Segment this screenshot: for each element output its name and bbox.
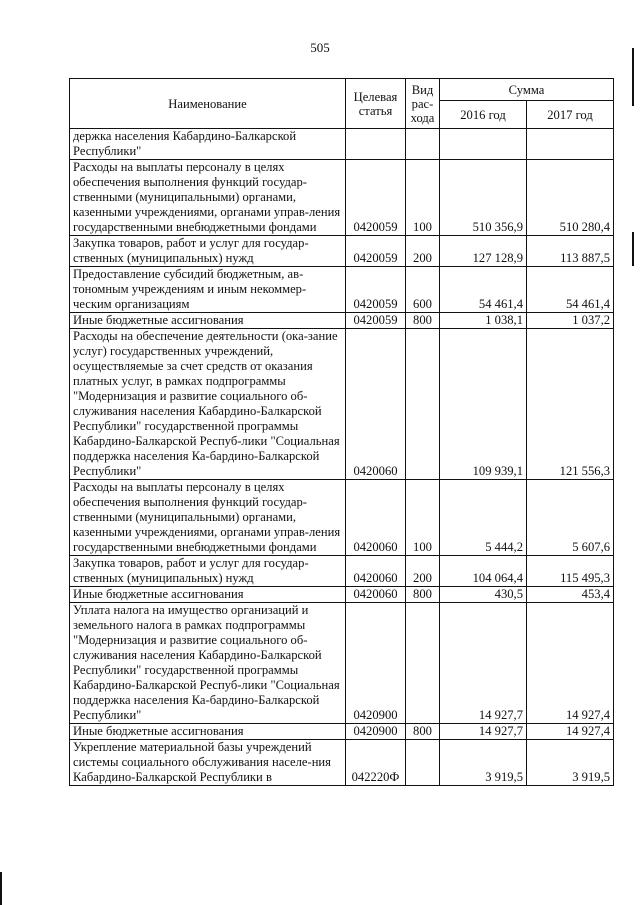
row-value-2016: 109 939,1 xyxy=(440,329,527,480)
table-row xyxy=(70,236,614,267)
row-code: 0420059 xyxy=(346,160,406,236)
row-value-2016: 5 444,2 xyxy=(440,480,527,556)
row-value-2017: 14 927,4 xyxy=(527,603,614,724)
row-kind xyxy=(406,603,440,724)
row-value-2017 xyxy=(527,129,614,160)
row-kind: 600 xyxy=(406,267,440,313)
row-name: Расходы на обеспечение деятельности (ока-зание услуг) государственных учреждений, осуществляемые за счет средств от оказания платных услуг, в рамках подпрограммы "Модернизация и развитие социального об-служивания населения Кабардино-Балкарской Республики" государственной программы Кабардино-Балкарской Респуб-лики "Социальная поддержка населения Ка-бардино-Балкарской Республики" xyxy=(70,329,346,480)
row-kind: 100 xyxy=(406,160,440,236)
row-code: 0420059 xyxy=(346,267,406,313)
row-kind: 800 xyxy=(406,313,440,329)
row-kind: 200 xyxy=(406,236,440,267)
header-year-2017: 2017 год xyxy=(527,101,614,129)
page-number: 505 xyxy=(310,40,330,55)
row-name: Закупка товаров, работ и услуг для государ-ственных (муниципальных) нужд xyxy=(70,556,346,587)
row-name: Иные бюджетные ассигнования xyxy=(70,587,346,603)
table-row xyxy=(70,587,614,603)
row-code: 0420900 xyxy=(346,724,406,740)
table-row xyxy=(70,313,614,329)
row-code: 042220Ф xyxy=(346,740,406,786)
table-row xyxy=(70,129,614,160)
row-name: Закупка товаров, работ и услуг для государ-ственных (муниципальных) нужд xyxy=(70,236,346,267)
row-name: Укрепление материальной базы учреждений системы социального обслуживания населе-ния Кабардино-Балкарской Республики в xyxy=(70,740,346,786)
row-code: 0420060 xyxy=(346,587,406,603)
row-name: Предоставление субсидий бюджетным, ав-тономным учреждениям и иным некоммер-ческим организациям xyxy=(70,267,346,313)
row-kind: 100 xyxy=(406,480,440,556)
row-code: 0420059 xyxy=(346,313,406,329)
row-value-2016: 430,5 xyxy=(440,587,527,603)
header-kind: Вид рас-хода xyxy=(406,79,440,129)
row-value-2016: 510 356,9 xyxy=(440,160,527,236)
row-value-2017: 510 280,4 xyxy=(527,160,614,236)
row-value-2016: 54 461,4 xyxy=(440,267,527,313)
row-value-2016: 104 064,4 xyxy=(440,556,527,587)
row-code: 0420060 xyxy=(346,329,406,480)
table-row xyxy=(70,329,614,480)
row-value-2017: 54 461,4 xyxy=(527,267,614,313)
row-kind: 800 xyxy=(406,587,440,603)
row-kind: 800 xyxy=(406,724,440,740)
row-kind xyxy=(406,329,440,480)
row-kind xyxy=(406,129,440,160)
row-name: Иные бюджетные ассигнования xyxy=(70,313,346,329)
table-body xyxy=(70,129,614,786)
row-value-2017: 14 927,4 xyxy=(527,724,614,740)
row-value-2016: 127 128,9 xyxy=(440,236,527,267)
table-row xyxy=(70,267,614,313)
row-name: держка населения Кабардино-Балкарской Республики" xyxy=(70,129,346,160)
row-value-2016: 14 927,7 xyxy=(440,603,527,724)
row-kind xyxy=(406,740,440,786)
scan-mark-left xyxy=(0,872,2,905)
row-value-2016: 14 927,7 xyxy=(440,724,527,740)
row-kind: 200 xyxy=(406,556,440,587)
scan-mark-right xyxy=(632,48,634,106)
row-value-2017: 113 887,5 xyxy=(527,236,614,267)
row-value-2017: 115 495,3 xyxy=(527,556,614,587)
table-row xyxy=(70,556,614,587)
table-row xyxy=(70,160,614,236)
row-code xyxy=(346,129,406,160)
header-year-2016: 2016 год xyxy=(440,101,527,129)
row-name: Уплата налога на имущество организаций и земельного налога в рамках подпрограммы "Модернизация и развитие социального об-служивания населения Кабардино-Балкарской Республики" государственной программы Кабардино-Балкарской Респуб-лики "Социальная поддержка населения Ка-бардино-Балкарской Республики" xyxy=(70,603,346,724)
table-row xyxy=(70,603,614,724)
row-value-2017: 121 556,3 xyxy=(527,329,614,480)
row-name: Иные бюджетные ассигнования xyxy=(70,724,346,740)
row-name: Расходы на выплаты персоналу в целях обеспечения выполнения функций государ-ственными (муниципальными) органами, казенными учреждениями, органами управ-ления государственными внебюджетными фондами xyxy=(70,160,346,236)
row-value-2016 xyxy=(440,129,527,160)
row-value-2017: 453,4 xyxy=(527,587,614,603)
row-code: 0420060 xyxy=(346,480,406,556)
header-code: Целевая статья xyxy=(346,79,406,129)
row-value-2016: 3 919,5 xyxy=(440,740,527,786)
row-value-2017: 1 037,2 xyxy=(527,313,614,329)
budget-table xyxy=(69,78,614,786)
row-code: 0420060 xyxy=(346,556,406,587)
table-row xyxy=(70,740,614,786)
header-name: Наименование xyxy=(70,79,346,129)
table-row xyxy=(70,480,614,556)
table-header xyxy=(70,79,614,129)
row-name: Расходы на выплаты персоналу в целях обеспечения выполнения функций государ-ственными (муниципальными) органами, казенными учреждениями, органами управ-ления государственными внебюджетными фондами xyxy=(70,480,346,556)
row-code: 0420900 xyxy=(346,603,406,724)
row-code: 0420059 xyxy=(346,236,406,267)
header-sum: Сумма xyxy=(440,79,614,101)
scan-mark-right-lower xyxy=(632,232,634,266)
row-value-2017: 3 919,5 xyxy=(527,740,614,786)
row-value-2017: 5 607,6 xyxy=(527,480,614,556)
table-row xyxy=(70,724,614,740)
row-value-2016: 1 038,1 xyxy=(440,313,527,329)
